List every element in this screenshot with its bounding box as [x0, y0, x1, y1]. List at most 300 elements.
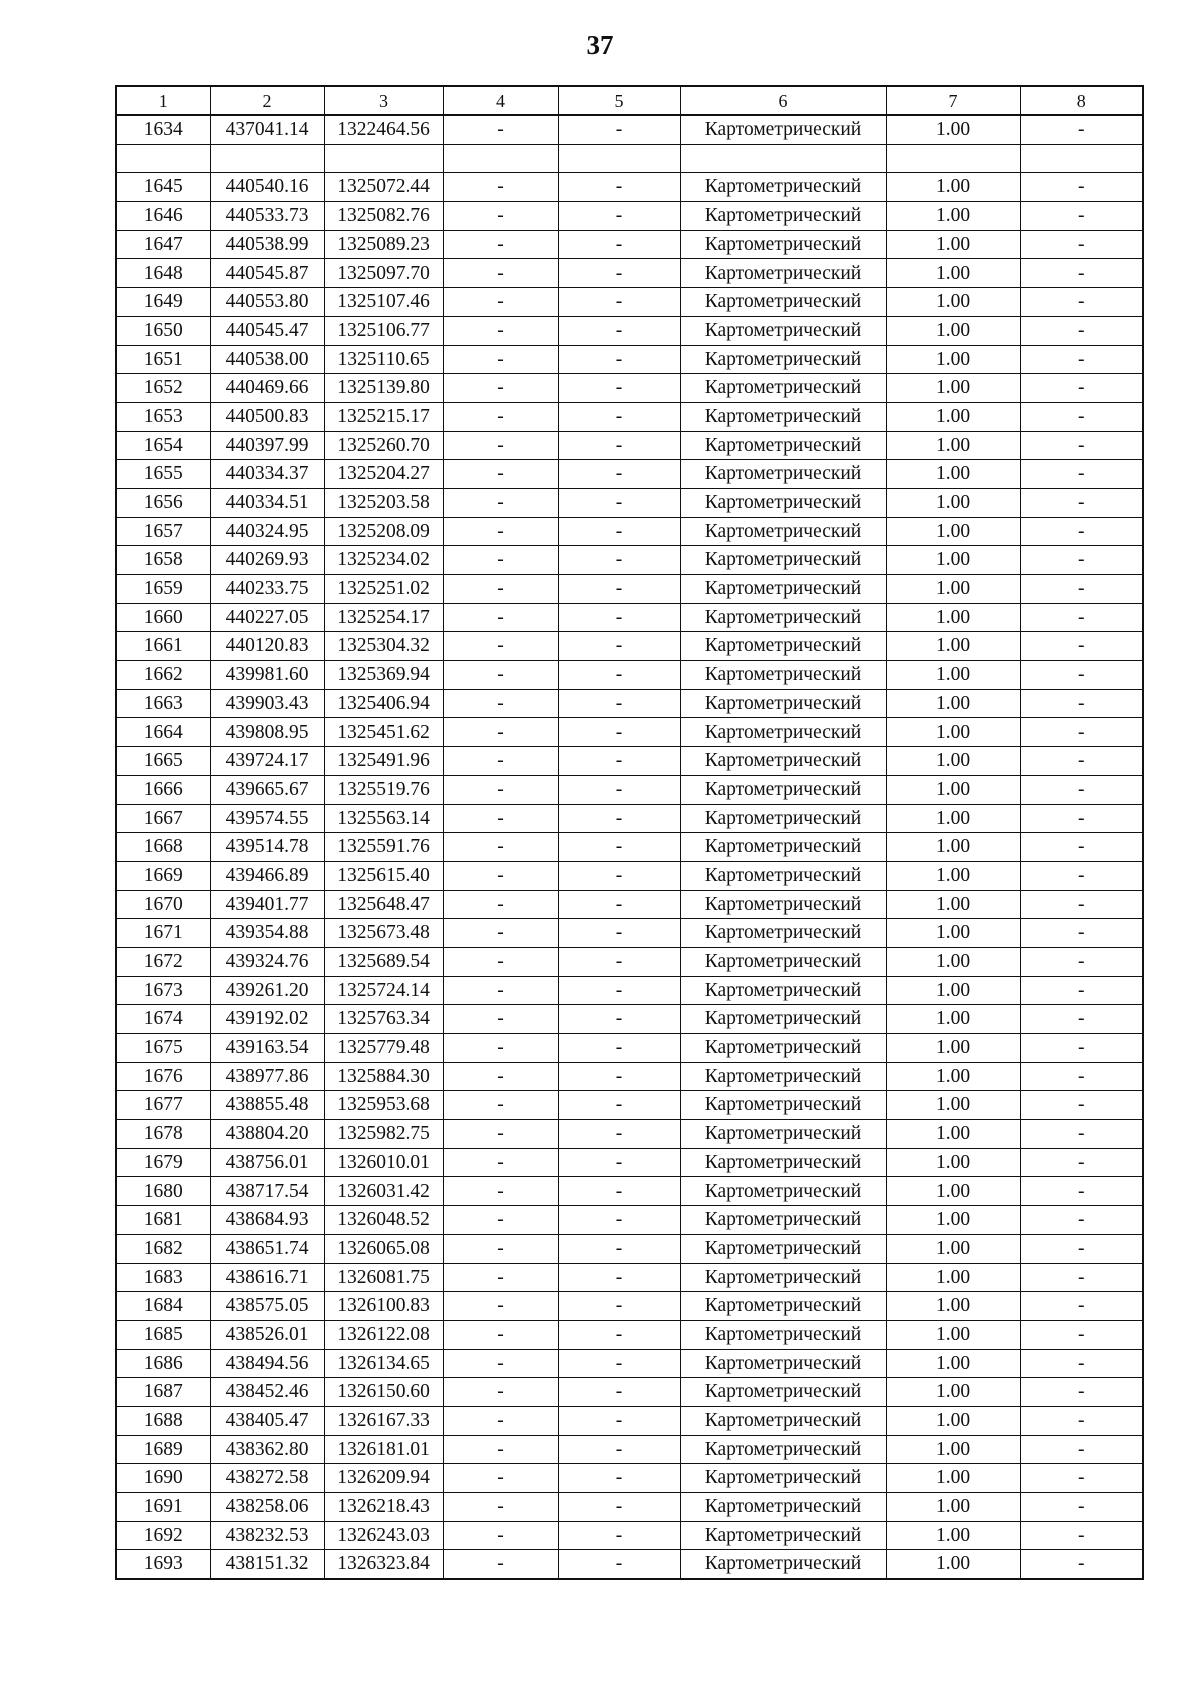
- table-cell: 440538.00: [210, 345, 324, 374]
- table-cell: 1688: [116, 1406, 210, 1435]
- table-cell: 1670: [116, 890, 210, 919]
- table-cell: -: [558, 1234, 680, 1263]
- table-row: [116, 1292, 1143, 1321]
- table-cell: 1325779.48: [324, 1034, 443, 1063]
- table-cell: 1679: [116, 1148, 210, 1177]
- table-cell: Картометрический: [680, 288, 886, 317]
- table-cell: 440553.80: [210, 288, 324, 317]
- table-cell: -: [1020, 488, 1143, 517]
- table-row: [116, 202, 1143, 231]
- table-cell: -: [443, 1550, 558, 1579]
- table-cell: 1325563.14: [324, 804, 443, 833]
- table-cell: 1325089.23: [324, 230, 443, 259]
- table-cell: 438855.48: [210, 1091, 324, 1120]
- table-cell: -: [443, 1120, 558, 1149]
- table-cell: 1326134.65: [324, 1349, 443, 1378]
- table-cell: 439514.78: [210, 833, 324, 862]
- table-cell: Картометрический: [680, 1521, 886, 1550]
- table-cell: -: [1020, 1120, 1143, 1149]
- table-cell: -: [1020, 345, 1143, 374]
- table-cell: Картометрический: [680, 488, 886, 517]
- table-cell: -: [443, 1005, 558, 1034]
- table-cell: 1675: [116, 1034, 210, 1063]
- table-cell: -: [1020, 1406, 1143, 1435]
- table-row: [116, 603, 1143, 632]
- table-cell: -: [1020, 919, 1143, 948]
- table-cell: -: [1020, 1177, 1143, 1206]
- table-cell: -: [1020, 316, 1143, 345]
- table-cell: -: [1020, 575, 1143, 604]
- column-header: 3: [324, 86, 443, 115]
- table-cell: -: [443, 1148, 558, 1177]
- table-cell: 1.00: [886, 1320, 1020, 1349]
- table-cell: 438575.05: [210, 1292, 324, 1321]
- table-cell: -: [558, 115, 680, 144]
- table-cell: 1325260.70: [324, 431, 443, 460]
- table-cell: 1.00: [886, 861, 1020, 890]
- table-cell: 1325208.09: [324, 517, 443, 546]
- table-cell: -: [1020, 402, 1143, 431]
- table-cell: 1661: [116, 632, 210, 661]
- table-cell: 1689: [116, 1435, 210, 1464]
- table-cell: -: [558, 1406, 680, 1435]
- table-cell: 439665.67: [210, 775, 324, 804]
- table-cell: 437041.14: [210, 115, 324, 144]
- table-cell: 1325884.30: [324, 1062, 443, 1091]
- table-cell: -: [443, 402, 558, 431]
- table-cell: Картометрический: [680, 632, 886, 661]
- table-cell: 440545.47: [210, 316, 324, 345]
- table-cell: 1648: [116, 259, 210, 288]
- table-cell: Картометрический: [680, 259, 886, 288]
- table-cell: Картометрический: [680, 1292, 886, 1321]
- table-cell: -: [1020, 747, 1143, 776]
- table-cell: -: [443, 947, 558, 976]
- table-cell: 1646: [116, 202, 210, 231]
- table-cell: Картометрический: [680, 1550, 886, 1579]
- table-row: [116, 1349, 1143, 1378]
- table-cell: Картометрический: [680, 1320, 886, 1349]
- table-cell: 439261.20: [210, 976, 324, 1005]
- table-cell: -: [443, 488, 558, 517]
- table-cell: 438494.56: [210, 1349, 324, 1378]
- table-cell: 1326065.08: [324, 1234, 443, 1263]
- table-cell: Картометрический: [680, 1349, 886, 1378]
- table-cell: 440533.73: [210, 202, 324, 231]
- table-cell: -: [443, 460, 558, 489]
- table-row: [116, 1091, 1143, 1120]
- table-cell: 1326218.43: [324, 1493, 443, 1522]
- table-cell: 1.00: [886, 1062, 1020, 1091]
- table-cell: -: [443, 115, 558, 144]
- table-cell: 1326209.94: [324, 1464, 443, 1493]
- table-cell: [886, 144, 1020, 173]
- table-cell: Картометрический: [680, 1034, 886, 1063]
- table-cell: 1.00: [886, 1206, 1020, 1235]
- table-cell: 1676: [116, 1062, 210, 1091]
- column-header: 7: [886, 86, 1020, 115]
- table-cell: 1.00: [886, 460, 1020, 489]
- table-cell: Картометрический: [680, 1493, 886, 1522]
- table-cell: -: [558, 603, 680, 632]
- table-cell: 1325369.94: [324, 661, 443, 690]
- table-row: [116, 947, 1143, 976]
- table-cell: 1681: [116, 1206, 210, 1235]
- table-header-row: [116, 86, 1143, 115]
- table-cell: Картометрический: [680, 517, 886, 546]
- table-cell: -: [443, 661, 558, 690]
- table-cell: -: [1020, 1464, 1143, 1493]
- table-cell: -: [1020, 632, 1143, 661]
- table-cell: -: [443, 1521, 558, 1550]
- table-cell: -: [558, 517, 680, 546]
- table-cell: 1.00: [886, 1148, 1020, 1177]
- table-cell: -: [1020, 1550, 1143, 1579]
- table-cell: Картометрический: [680, 919, 886, 948]
- table-cell: -: [558, 1148, 680, 1177]
- table-row: [116, 1464, 1143, 1493]
- table-cell: 1.00: [886, 316, 1020, 345]
- table-cell: 1325591.76: [324, 833, 443, 862]
- table-cell: 1.00: [886, 1435, 1020, 1464]
- table-row: [116, 517, 1143, 546]
- table-cell: 1.00: [886, 1177, 1020, 1206]
- table-cell: -: [443, 431, 558, 460]
- table-cell: 438151.32: [210, 1550, 324, 1579]
- table-cell: 1666: [116, 775, 210, 804]
- table-cell: -: [558, 1177, 680, 1206]
- table-cell: 440500.83: [210, 402, 324, 431]
- table-cell: Картометрический: [680, 115, 886, 144]
- table-row: [116, 1320, 1143, 1349]
- table-cell: 1664: [116, 718, 210, 747]
- table-cell: 1.00: [886, 202, 1020, 231]
- table-cell: 1325082.76: [324, 202, 443, 231]
- table-cell: 1.00: [886, 1263, 1020, 1292]
- table-cell: -: [443, 374, 558, 403]
- table-row: [116, 1550, 1143, 1579]
- table-cell: -: [1020, 1378, 1143, 1407]
- table-cell: -: [1020, 689, 1143, 718]
- table-cell: 438362.80: [210, 1435, 324, 1464]
- table-cell: 1682: [116, 1234, 210, 1263]
- table-cell: Картометрический: [680, 1177, 886, 1206]
- table-cell: -: [558, 1263, 680, 1292]
- table-row: [116, 1206, 1143, 1235]
- table-cell: 1325491.96: [324, 747, 443, 776]
- table-cell: -: [558, 259, 680, 288]
- table-cell: 1.00: [886, 632, 1020, 661]
- table-cell: 1326243.03: [324, 1521, 443, 1550]
- table-cell: [558, 144, 680, 173]
- table-cell: [324, 144, 443, 173]
- table-cell: 1655: [116, 460, 210, 489]
- table-cell: 439354.88: [210, 919, 324, 948]
- column-header: 8: [1020, 86, 1143, 115]
- table-cell: 1663: [116, 689, 210, 718]
- table-cell: -: [443, 632, 558, 661]
- table-cell: 1.00: [886, 1091, 1020, 1120]
- table-cell: -: [1020, 775, 1143, 804]
- table-cell: 1325097.70: [324, 259, 443, 288]
- table-cell: Картометрический: [680, 345, 886, 374]
- table-cell: -: [1020, 1292, 1143, 1321]
- table-row: [116, 115, 1143, 144]
- table-cell: -: [1020, 804, 1143, 833]
- table-cell: -: [443, 1091, 558, 1120]
- table-cell: 1325234.02: [324, 546, 443, 575]
- table-cell: 438452.46: [210, 1378, 324, 1407]
- table-cell: -: [1020, 661, 1143, 690]
- table-cell: 1325107.46: [324, 288, 443, 317]
- table-cell: -: [443, 1464, 558, 1493]
- table-cell: 1.00: [886, 546, 1020, 575]
- table-cell: -: [1020, 202, 1143, 231]
- table-cell: [680, 144, 886, 173]
- table-cell: 1.00: [886, 288, 1020, 317]
- table-cell: 1645: [116, 173, 210, 202]
- table-cell: Картометрический: [680, 1464, 886, 1493]
- table-cell: [1020, 144, 1143, 173]
- table-cell: -: [443, 1349, 558, 1378]
- table-cell: -: [443, 1493, 558, 1522]
- table-cell: -: [443, 1320, 558, 1349]
- table-row: [116, 345, 1143, 374]
- table-cell: 439324.76: [210, 947, 324, 976]
- table-cell: Картометрический: [680, 861, 886, 890]
- table-cell: -: [558, 546, 680, 575]
- table-cell: -: [558, 718, 680, 747]
- table-row: [116, 316, 1143, 345]
- table-cell: -: [1020, 517, 1143, 546]
- table-cell: -: [1020, 603, 1143, 632]
- table-cell: 1325763.34: [324, 1005, 443, 1034]
- table-cell: 1322464.56: [324, 115, 443, 144]
- table-cell: 438977.86: [210, 1062, 324, 1091]
- table-cell: 1.00: [886, 1034, 1020, 1063]
- table-cell: 1.00: [886, 1120, 1020, 1149]
- table-cell: -: [558, 345, 680, 374]
- table-cell: 1685: [116, 1320, 210, 1349]
- table-cell: 1654: [116, 431, 210, 460]
- table-cell: [210, 144, 324, 173]
- table-row: [116, 259, 1143, 288]
- table-row: [116, 460, 1143, 489]
- table-cell: -: [558, 1493, 680, 1522]
- table-cell: -: [1020, 833, 1143, 862]
- table-cell: 1325215.17: [324, 402, 443, 431]
- table-row: [116, 804, 1143, 833]
- table-cell: -: [443, 575, 558, 604]
- table-cell: -: [1020, 259, 1143, 288]
- table-row: [116, 173, 1143, 202]
- table-cell: -: [443, 1234, 558, 1263]
- table-cell: 1.00: [886, 173, 1020, 202]
- table-cell: -: [558, 431, 680, 460]
- table-cell: 1325724.14: [324, 976, 443, 1005]
- table-cell: 1326081.75: [324, 1263, 443, 1292]
- table-cell: -: [443, 1378, 558, 1407]
- table-cell: 1325519.76: [324, 775, 443, 804]
- table-cell: -: [443, 689, 558, 718]
- table-cell: 1326150.60: [324, 1378, 443, 1407]
- table-cell: 440538.99: [210, 230, 324, 259]
- table-cell: 1668: [116, 833, 210, 862]
- table-cell: 1.00: [886, 661, 1020, 690]
- table-cell: -: [558, 1034, 680, 1063]
- table-cell: 1.00: [886, 1550, 1020, 1579]
- table-row: [116, 1062, 1143, 1091]
- table-cell: 1.00: [886, 689, 1020, 718]
- table-cell: 1634: [116, 115, 210, 144]
- table-cell: 1.00: [886, 517, 1020, 546]
- table-cell: 1.00: [886, 718, 1020, 747]
- table-cell: 440545.87: [210, 259, 324, 288]
- table-cell: 1325451.62: [324, 718, 443, 747]
- table-row: [116, 288, 1143, 317]
- table-row: [116, 1435, 1143, 1464]
- table-cell: 1.00: [886, 775, 1020, 804]
- table-cell: 1326031.42: [324, 1177, 443, 1206]
- table-cell: -: [558, 804, 680, 833]
- table-cell: -: [558, 1320, 680, 1349]
- table-cell: 1.00: [886, 1005, 1020, 1034]
- table-row: [116, 230, 1143, 259]
- table-cell: 1647: [116, 230, 210, 259]
- table-cell: 439401.77: [210, 890, 324, 919]
- table-cell: 1673: [116, 976, 210, 1005]
- table-cell: -: [558, 1091, 680, 1120]
- table-cell: 1.00: [886, 919, 1020, 948]
- table-cell: 1325254.17: [324, 603, 443, 632]
- table-cell: Картометрический: [680, 1378, 886, 1407]
- table-cell: Картометрический: [680, 1206, 886, 1235]
- table-row: [116, 1493, 1143, 1522]
- table-row: [116, 374, 1143, 403]
- table-cell: 1691: [116, 1493, 210, 1522]
- table-cell: 1325110.65: [324, 345, 443, 374]
- table-cell: -: [443, 1435, 558, 1464]
- table-cell: 438684.93: [210, 1206, 324, 1235]
- coordinates-table: [115, 85, 1144, 1580]
- table-cell: -: [558, 1550, 680, 1579]
- column-header: 5: [558, 86, 680, 115]
- table-cell: 1.00: [886, 603, 1020, 632]
- table-cell: 438756.01: [210, 1148, 324, 1177]
- table-cell: -: [558, 1464, 680, 1493]
- table-cell: -: [558, 976, 680, 1005]
- table-cell: Картометрический: [680, 1234, 886, 1263]
- table-cell: -: [1020, 1234, 1143, 1263]
- table-cell: 440324.95: [210, 517, 324, 546]
- table-cell: 1.00: [886, 230, 1020, 259]
- table-cell: -: [443, 1177, 558, 1206]
- table-cell: 440397.99: [210, 431, 324, 460]
- table-cell: -: [558, 230, 680, 259]
- table-cell: -: [443, 1062, 558, 1091]
- column-header: 4: [443, 86, 558, 115]
- table-cell: -: [443, 861, 558, 890]
- table-cell: Картометрический: [680, 575, 886, 604]
- table-cell: -: [1020, 976, 1143, 1005]
- column-header: 1: [116, 86, 210, 115]
- table-cell: Картометрический: [680, 460, 886, 489]
- table-cell: 438804.20: [210, 1120, 324, 1149]
- table-cell: 1672: [116, 947, 210, 976]
- table-cell: 1325982.75: [324, 1120, 443, 1149]
- table-cell: -: [1020, 861, 1143, 890]
- table-body: [116, 115, 1143, 1579]
- table-cell: Картометрический: [680, 1406, 886, 1435]
- table-cell: 1.00: [886, 259, 1020, 288]
- table-cell: -: [558, 890, 680, 919]
- table-cell: Картометрический: [680, 718, 886, 747]
- table-cell: -: [1020, 1206, 1143, 1235]
- table-cell: 1687: [116, 1378, 210, 1407]
- table-cell: 1.00: [886, 345, 1020, 374]
- table-cell: 440233.75: [210, 575, 324, 604]
- table-cell: 1.00: [886, 1292, 1020, 1321]
- table-cell: -: [1020, 1493, 1143, 1522]
- table-cell: Картометрический: [680, 775, 886, 804]
- table-cell: 1325673.48: [324, 919, 443, 948]
- table-cell: -: [558, 1292, 680, 1321]
- table-cell: -: [1020, 460, 1143, 489]
- table-cell: -: [558, 775, 680, 804]
- table-cell: 439574.55: [210, 804, 324, 833]
- table-cell: -: [443, 288, 558, 317]
- table-cell: -: [558, 202, 680, 231]
- table-cell: 1.00: [886, 804, 1020, 833]
- table-cell: Картометрический: [680, 316, 886, 345]
- table-row: [116, 661, 1143, 690]
- table-cell: -: [558, 173, 680, 202]
- table-cell: -: [1020, 546, 1143, 575]
- table-cell: Картометрический: [680, 890, 886, 919]
- table-cell: 1.00: [886, 947, 1020, 976]
- table-cell: -: [558, 1005, 680, 1034]
- table-cell: -: [558, 288, 680, 317]
- table-cell: 1325251.02: [324, 575, 443, 604]
- table-row: [116, 402, 1143, 431]
- table-cell: 1325106.77: [324, 316, 443, 345]
- table-cell: 1.00: [886, 1349, 1020, 1378]
- table-cell: 1.00: [886, 1406, 1020, 1435]
- table-cell: -: [558, 374, 680, 403]
- table-cell: 439163.54: [210, 1034, 324, 1063]
- table-cell: 1.00: [886, 833, 1020, 862]
- table-cell: -: [1020, 718, 1143, 747]
- table-cell: 1658: [116, 546, 210, 575]
- table-cell: -: [558, 833, 680, 862]
- table-cell: 440120.83: [210, 632, 324, 661]
- table-row: [116, 144, 1143, 173]
- table-cell: 440469.66: [210, 374, 324, 403]
- table-row: [116, 1148, 1143, 1177]
- table-cell: Картометрический: [680, 1148, 886, 1177]
- table-cell: 1325689.54: [324, 947, 443, 976]
- column-header: 2: [210, 86, 324, 115]
- table-cell: -: [443, 890, 558, 919]
- table-cell: -: [443, 173, 558, 202]
- table-cell: 1650: [116, 316, 210, 345]
- table-cell: 1671: [116, 919, 210, 948]
- table-row: [116, 1234, 1143, 1263]
- table-cell: 1325072.44: [324, 173, 443, 202]
- table-cell: -: [443, 1263, 558, 1292]
- table-cell: Картометрический: [680, 546, 886, 575]
- table-cell: 1669: [116, 861, 210, 890]
